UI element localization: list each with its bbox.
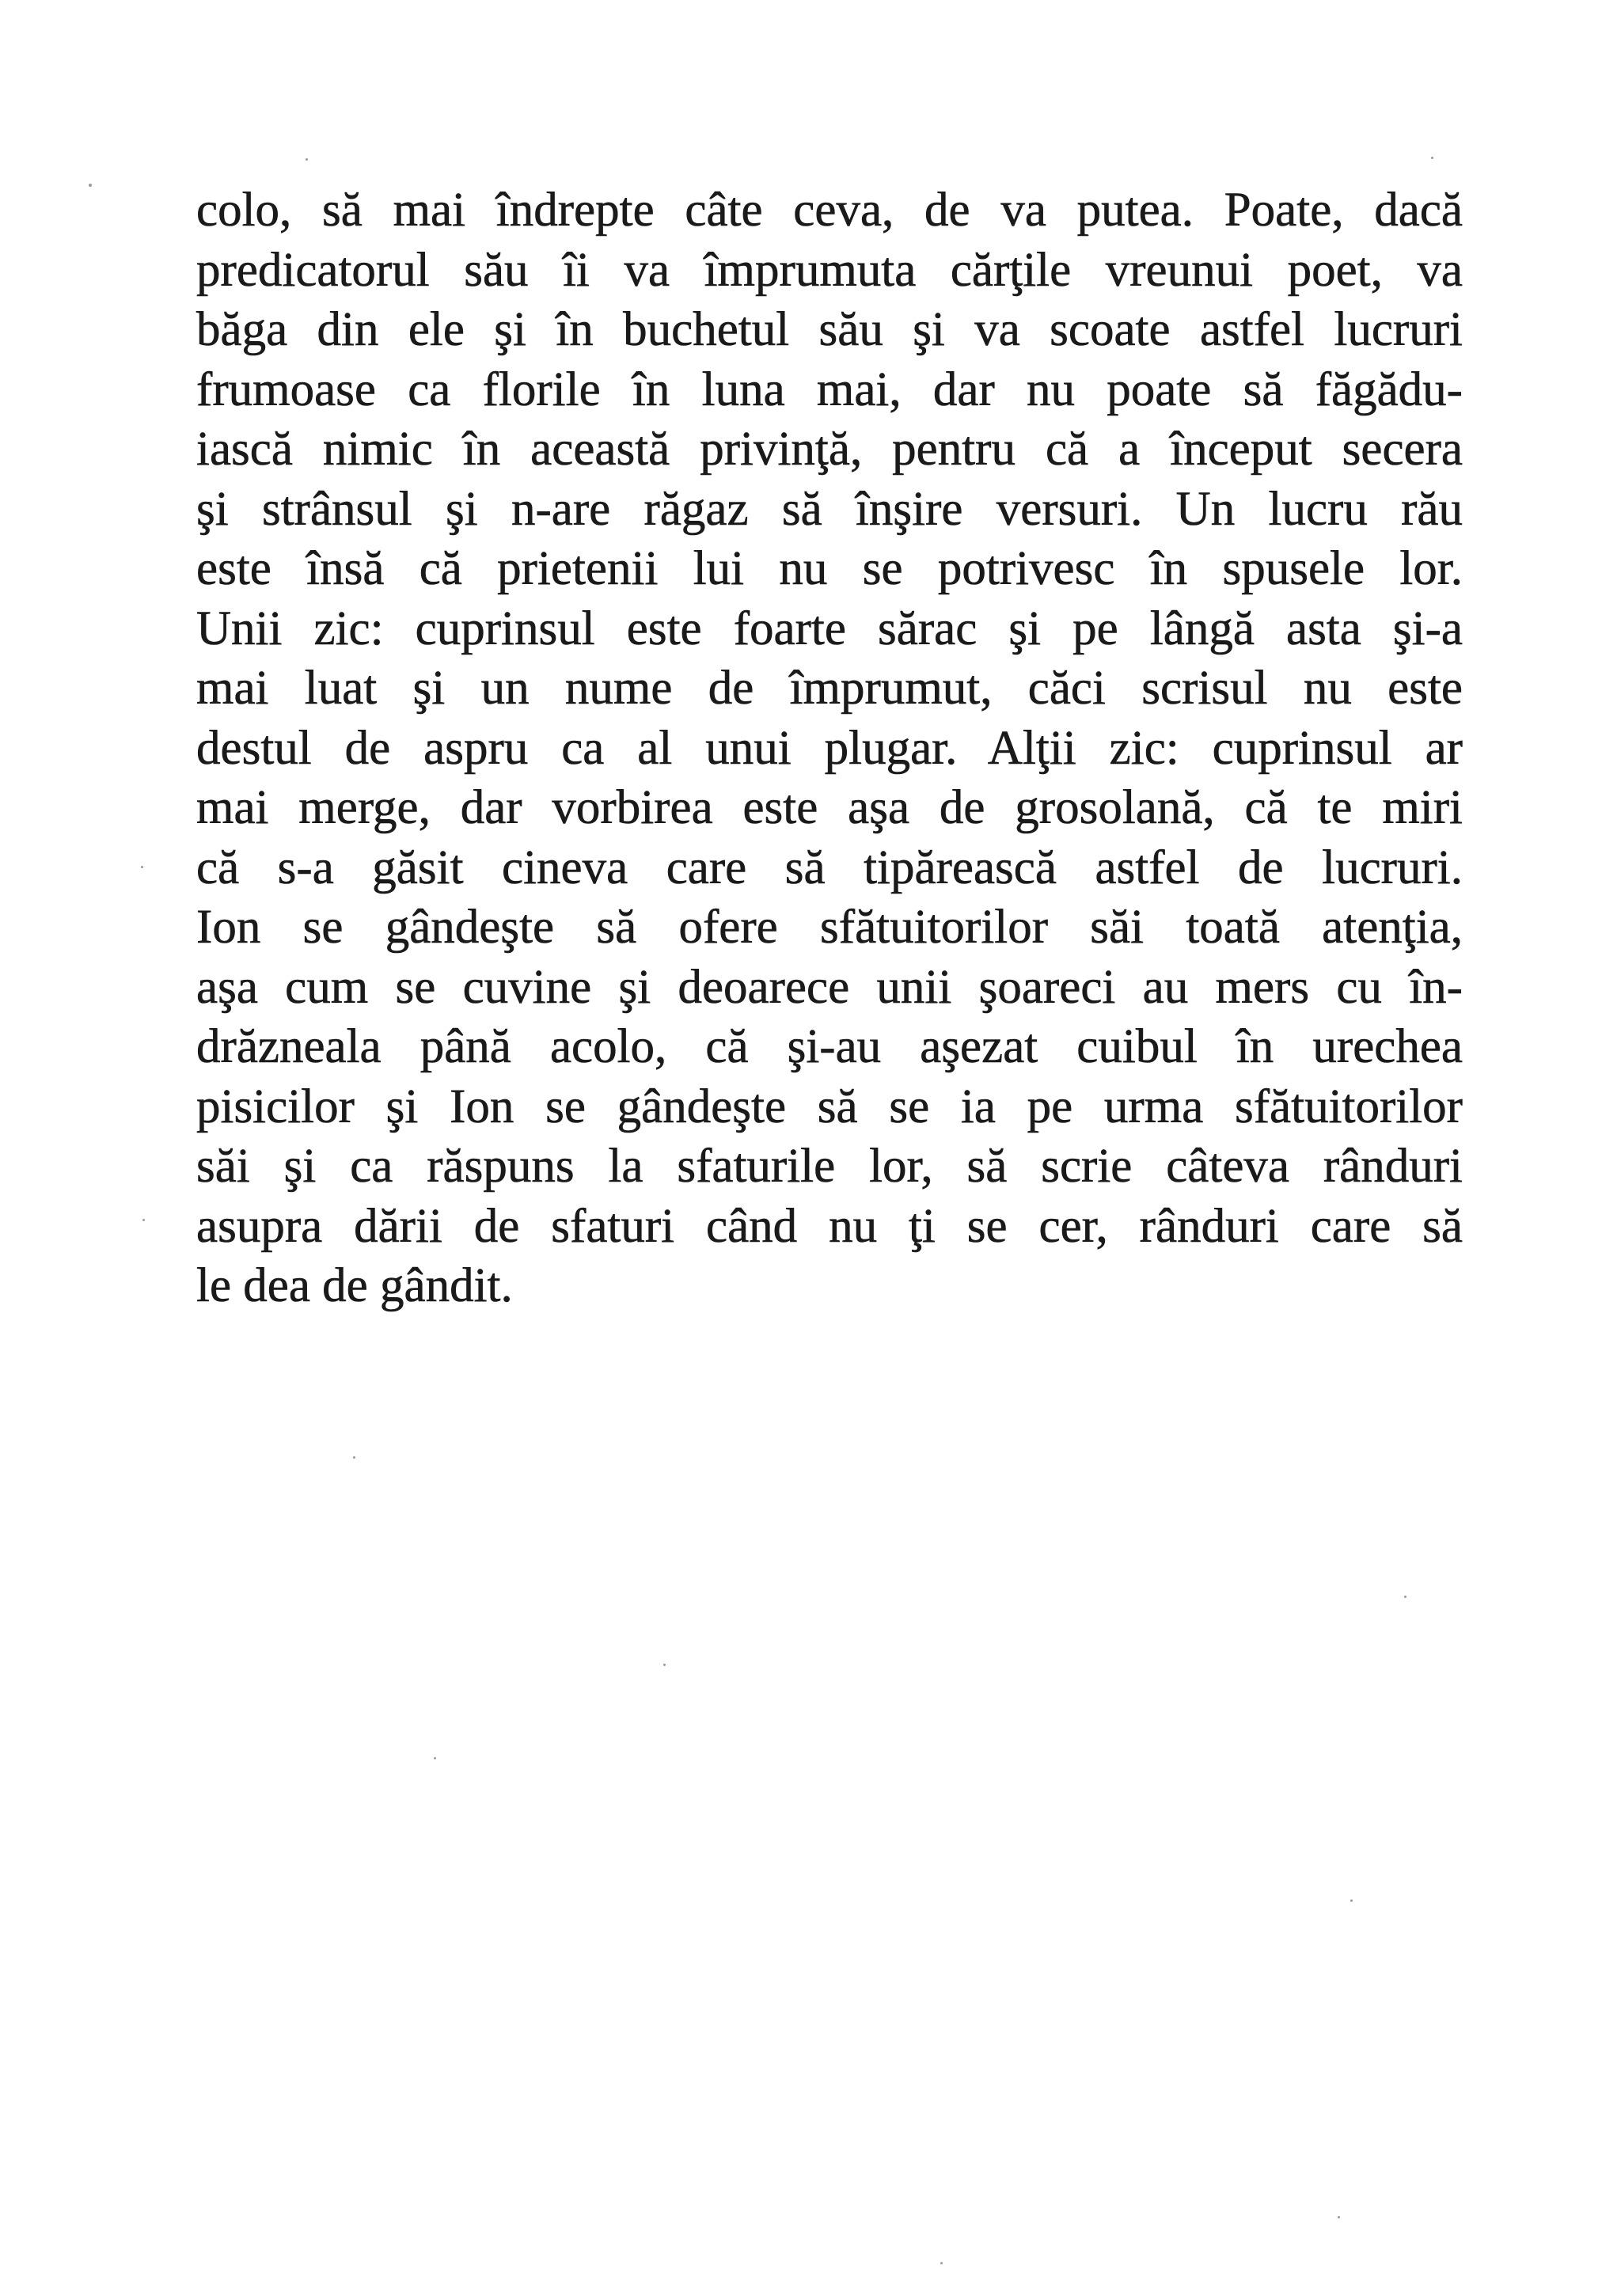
text-line: frumoase ca florile în luna mai, dar nu poate să făgădu-	[196, 362, 1463, 416]
text-line: aşa cum se cuvine şi deoarece unii şoareci au mers cu în-	[196, 960, 1463, 1014]
body-text	[196, 180, 1463, 1316]
text-line: Ion se gândeşte să ofere sfătuitorilor săi toată atenţia,	[196, 901, 1463, 954]
text-line: iască nimic în această privinţă, pentru că a început secera	[196, 423, 1463, 476]
text-line: şi strânsul şi n-are răgaz să înşire versuri. Un lucru rău	[196, 482, 1463, 536]
text-line: că s-a găsit cineva care să tipărească astfel de lucruri.	[196, 841, 1463, 894]
text-line: colo, să mai îndrepte câte ceva, de va putea. Poate, dacă	[196, 184, 1463, 237]
text-line: pisicilor şi Ion se gândeşte să se ia pe urma sfătuitorilor	[196, 1080, 1463, 1133]
text-line: destul de aspru ca al unui plugar. Alţii zic: cuprinsul ar	[196, 721, 1463, 775]
scan-speck	[1431, 157, 1433, 159]
scan-speck	[89, 184, 92, 187]
text-line: săi şi ca răspuns la sfaturile lor, să scrie câteva rânduri	[196, 1140, 1463, 1193]
scan-speck	[142, 1219, 145, 1221]
scan-speck	[353, 1456, 355, 1459]
text-line: mai luat şi un nume de împrumut, căci scrisul nu este	[196, 662, 1463, 715]
text-line: le dea de gândit.	[196, 1259, 513, 1312]
scan-speck	[940, 2262, 943, 2264]
scan-speck	[141, 866, 143, 868]
scan-speck	[306, 158, 308, 161]
text-line: mai merge, dar vorbirea este aşa de grosolană, că te miri	[196, 781, 1463, 834]
text-line: asupra dării de sfaturi când nu ţi se cer, rânduri care să	[196, 1199, 1463, 1253]
text-line: drăzneala până acolo, că şi-au aşezat cuibul în urechea	[196, 1020, 1463, 1073]
scan-speck	[1338, 2216, 1340, 2218]
scan-speck	[1404, 1596, 1407, 1598]
scan-speck	[663, 1664, 666, 1666]
text-line: predicatorul său îi va împrumuta cărţile vreunui poet, va	[196, 243, 1463, 297]
text-line: băga din ele şi în buchetul său şi va scoate astfel lucruri	[196, 303, 1463, 356]
text-line: este însă că prietenii lui nu se potrivesc în spusele lor.	[196, 542, 1463, 595]
scan-speck	[434, 1757, 436, 1759]
text-line: Unii zic: cuprinsul este foarte sărac şi pe lângă asta şi-a	[196, 602, 1463, 655]
scan-speck	[1350, 1899, 1353, 1902]
